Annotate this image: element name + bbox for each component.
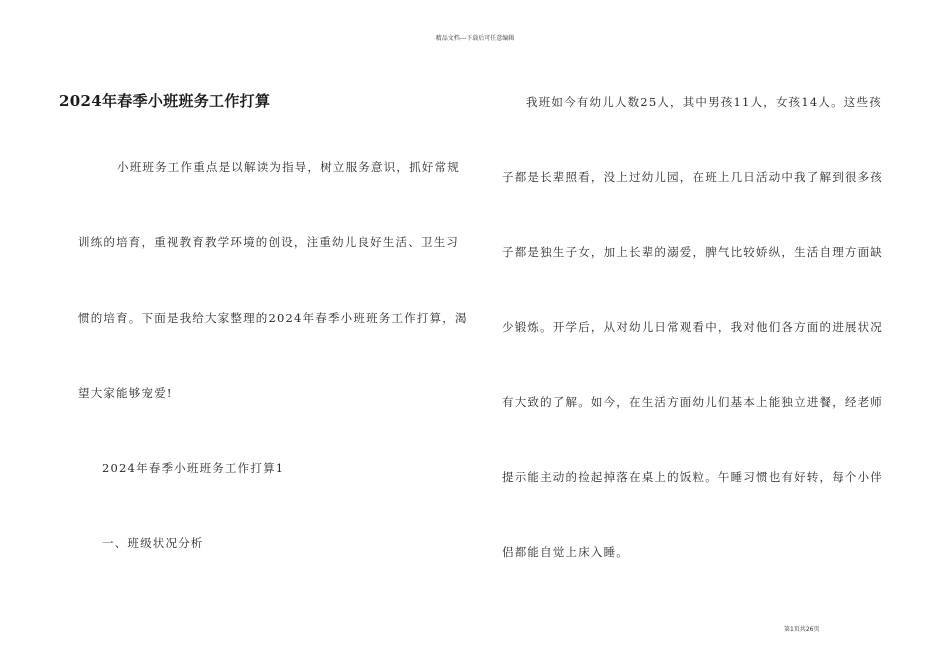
paragraph-line: 子都是长辈照看，没上过幼儿园，在班上几日活动中我了解到很多孩 <box>502 170 883 184</box>
page-number: 第1页共26页 <box>784 626 820 633</box>
paragraph-line: 训练的培育，重视教育教学环境的创设，注重幼儿良好生活、卫生习 <box>78 235 459 249</box>
paragraph-line: 小班班务工作重点是以解读为指导，树立服务意识，抓好常规 <box>117 160 460 174</box>
paragraph-line: 少锻炼。开学后，从对幼儿日常观看中，我对他们各方面的进展状况 <box>502 320 883 334</box>
paragraph-line: 惯的培育。下面是我给大家整理的2024年春季小班班务工作打算，渴 <box>78 311 468 325</box>
section-heading: 2024年春季小班班务工作打算1 <box>102 461 285 475</box>
page-title: 2024年春季小班班务工作打算 <box>59 92 271 110</box>
header-note: 精品文档---下载后可任意编辑 <box>435 35 515 42</box>
paragraph-line: 子都是独生子女，加上长辈的溺爱，脾气比较娇纵，生活自理方面缺 <box>502 245 883 259</box>
paragraph-line: 望大家能够宠爱! <box>78 386 173 400</box>
section-heading: 一、班级状况分析 <box>102 536 204 550</box>
paragraph-line: 我班如今有幼儿人数25人，其中男孩11人，女孩14人。这些孩 <box>526 95 882 109</box>
paragraph-line: 有大致的了解。如今，在生活方面幼儿们基本上能独立进餐，经老师 <box>502 395 883 409</box>
paragraph-line: 提示能主动的捡起掉落在桌上的饭粒。午睡习惯也有好转，每个小伴 <box>502 470 883 484</box>
paragraph-line: 侣都能自觉上床入睡。 <box>502 545 629 559</box>
